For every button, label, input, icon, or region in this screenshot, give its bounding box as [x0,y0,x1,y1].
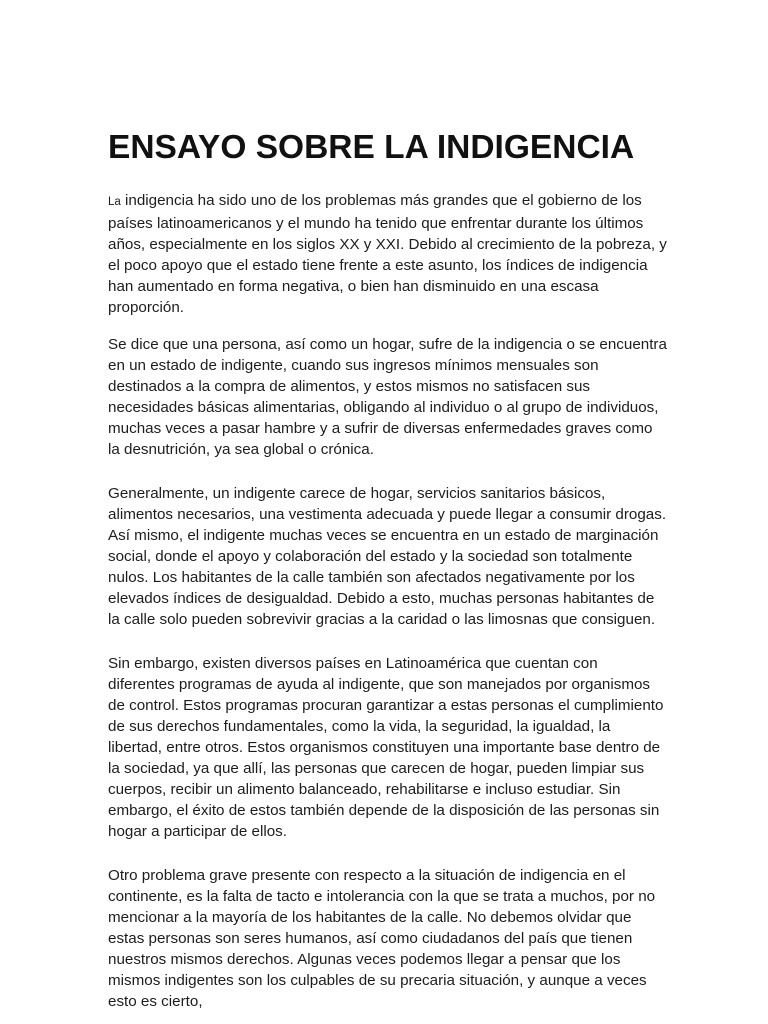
paragraph-5-text: Otro problema grave presente con respecto a la situación de indigencia en el continente, es la falta de tacto e intolerancia con la que se trata a muchos, por no mencionar a la mayoría de los habitantes de la calle. No debemos olvidar que estas personas son seres humanos, así como ciudadanos del país que tienen nuestros mismos derechos. Algunas veces podemos llegar a pensar que los mismos indigentes son los culpables de su precaria situación, y aunque a veces esto es cierto, [108,867,656,1010]
paragraph-3-text: Generalmente, un indigente carece de hogar, servicios sanitarios básicos, alimentos necesarios, una vestimenta adecuada y puede llegar a consumir drogas. Así mismo, el indigente muchas veces se encuentra en un estado de marginación social, donde el apoyo y colaboración del estado y la sociedad son totalmente nulos. Los habitantes de la calle también son afectados negativamente por los elevados índices de desigualdad. Debido a esto, muchas personas habitantes de la calle solo pueden sobrevivir gracias a la caridad o las limosnas que consiguen. [108,485,667,628]
paragraph-1 [108,190,668,318]
paragraph-5 [108,865,668,1012]
document-title: ENSAYO SOBRE LA INDIGENCIA [108,129,635,166]
paragraph-4 [108,653,668,842]
paragraph-2 [108,334,668,460]
paragraph-2-text: Se dice que una persona, así como un hogar, sufre de la indigencia o se encuentra en un estado de indigente, cuando sus ingresos mínimos mensuales son destinados a la compra de alimentos, y estos mismos no satisfacen sus necesidades básicas alimentarias, obligando al individuo o al grupo de individuos, muchas veces a pasar hambre y a sufrir de diversas enfermedades graves como la desnutrición, ya sea global o crónica. [108,336,667,458]
paragraph-1-lead: La [108,196,121,208]
paragraph-1-text: indigencia ha sido uno de los problemas más grandes que el gobierno de los países latinoamericanos y el mundo ha tenido que enfrentar durante los últimos años, especialmente en los siglos XX y XXI. Debido al crecimiento de la pobreza, y el poco apoyo que el estado tiene frente a este asunto, los índices de indigencia han aumentado en forma negativa, o bien han disminuido en una escasa proporción. [108,192,667,316]
paragraph-4-text: Sin embargo, existen diversos países en Latinoamérica que cuentan con diferentes programas de ayuda al indigente, que son manejados por organismos de control. Estos programas procuran garantizar a estas personas el cumplimiento de sus derechos fundamentales, como la vida, la seguridad, la igualdad, la libertad, entre otros. Estos organismos constituyen una importante base dentro de la sociedad, ya que allí, las personas que carecen de hogar, pueden limpiar sus cuerpos, recibir un alimento balanceado, rehabilitarse e incluso estudiar. Sin embargo, el éxito de estos también depende de la disposición de las personas sin hogar a participar de ellos. [108,655,664,840]
paragraph-3 [108,483,668,630]
